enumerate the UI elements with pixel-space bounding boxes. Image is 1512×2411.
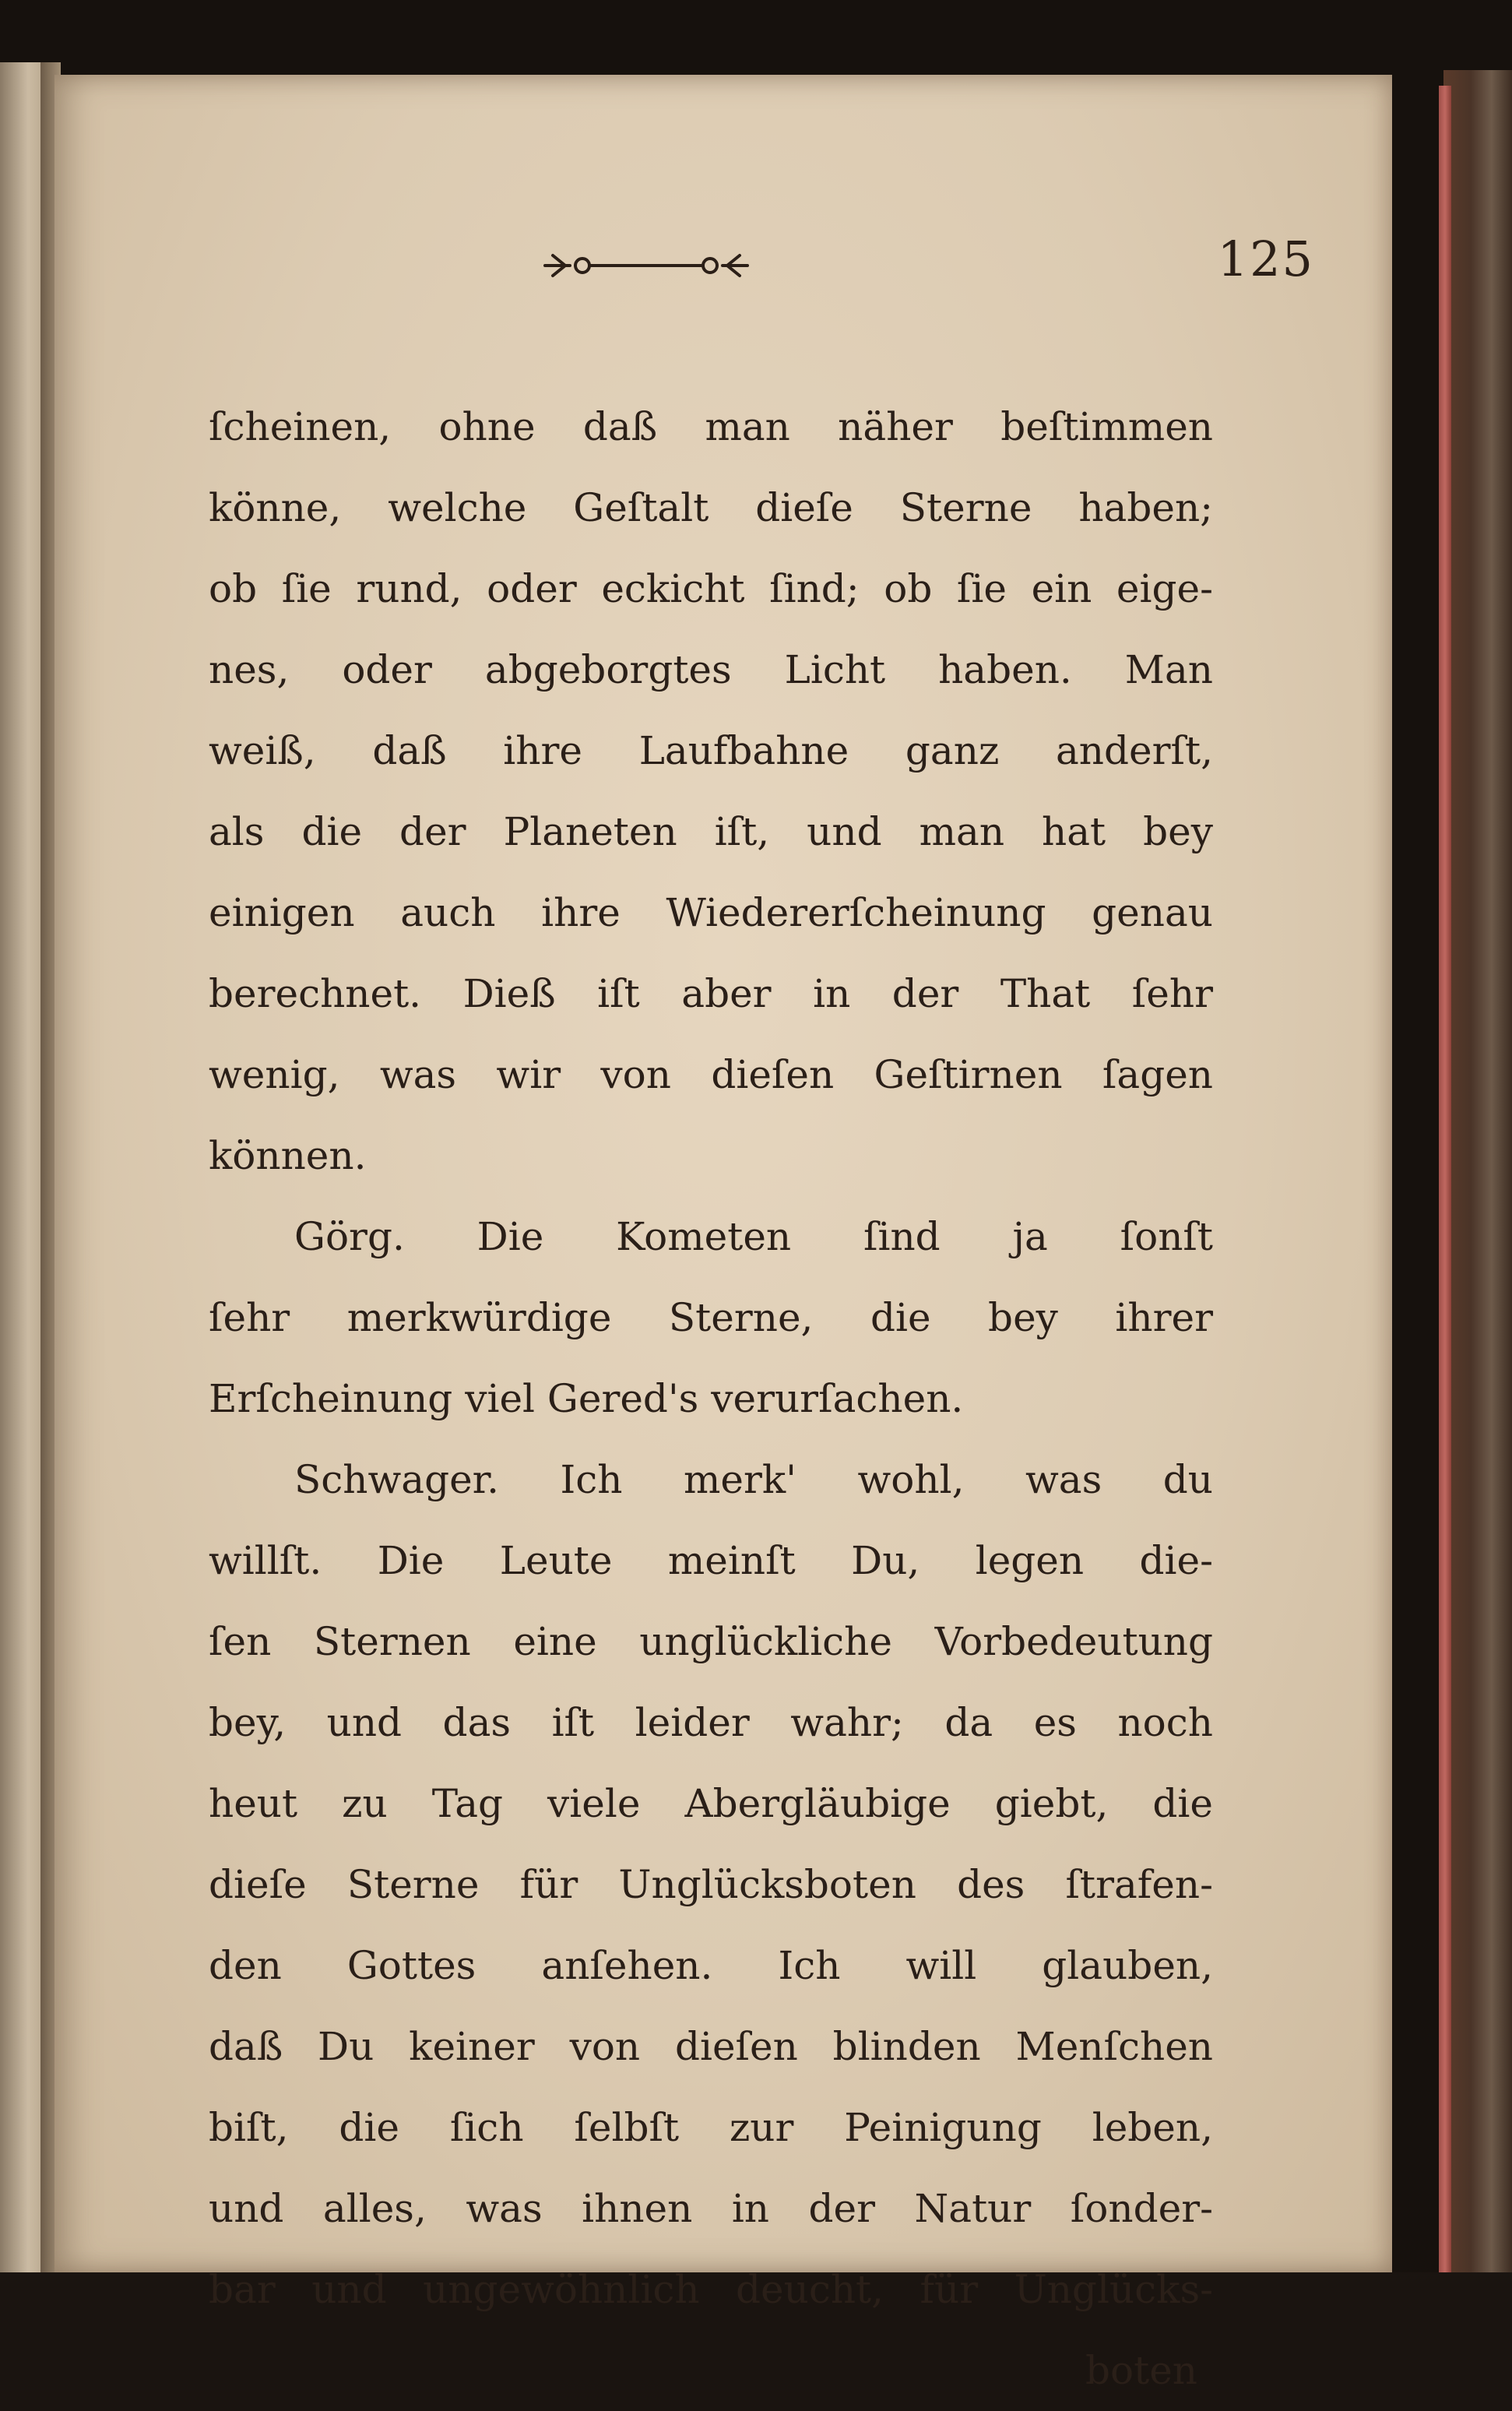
- text-line: ob ſie rund, oder eckicht ſind; ob ſie ein eige-: [209, 566, 1213, 611]
- text-line: nes, oder abgeborgtes Licht haben. Man: [209, 647, 1213, 692]
- text-line: Görg. Die Kometen ſind ja ſonſt: [294, 1214, 1213, 1259]
- text-line: können.: [209, 1133, 367, 1178]
- text-line: als die der Planeten iſt, und man hat bey: [209, 809, 1213, 854]
- text-line: weiß, daß ihre Laufbahne ganz anderſt,: [209, 728, 1213, 773]
- page-number: 125: [1217, 231, 1314, 287]
- text-line: berechnet. Dieß iſt aber in der That ſehr: [209, 971, 1213, 1016]
- text-line: ſen Sternen eine unglückliche Vorbedeutung: [209, 1619, 1213, 1664]
- text-line: biſt, die ſich ſelbſt zur Peinigung leben,: [209, 2105, 1213, 2150]
- text-line: wenig, was wir von dieſen Geſtirnen ſagen: [209, 1052, 1213, 1097]
- text-line: ſcheinen, ohne daß man näher beſtimmen: [209, 404, 1213, 449]
- text-line: Schwager. Ich merk' wohl, was du: [294, 1457, 1213, 1502]
- text-line: heut zu Tag viele Abergläubige giebt, die: [209, 1781, 1213, 1826]
- text-line: und alles, was ihnen in der Natur ſonder-: [209, 2186, 1213, 2231]
- page-edge-red: [1439, 86, 1451, 2272]
- catchword: boten: [1085, 2348, 1197, 2393]
- book-cover-edge: [1443, 70, 1512, 2272]
- text-line: dieſe Sterne für Unglücksboten des ſtrafen-: [209, 1862, 1213, 1907]
- book-page: [55, 75, 1392, 2393]
- text-line: den Gottes anſehen. Ich will glauben,: [209, 1943, 1213, 1988]
- left-page-edge: [0, 62, 47, 2272]
- text-line: daß Du keiner von dieſen blinden Menſchen: [209, 2024, 1213, 2069]
- text-line: bey, und das iſt leider wahr; da es noch: [209, 1700, 1213, 1745]
- text-line: willſt. Die Leute meinſt Du, legen die-: [209, 1538, 1213, 1583]
- text-line: einigen auch ihre Wiedererſcheinung genau: [209, 890, 1213, 935]
- page-header: [55, 223, 1392, 316]
- body-text: [209, 386, 1213, 2411]
- ornament-rule-icon: [522, 246, 771, 285]
- text-line: ſehr merkwürdige Sterne, die bey ihrer: [209, 1295, 1213, 1340]
- text-line: könne, welche Geſtalt dieſe Sterne haben;: [209, 485, 1213, 530]
- text-line: Erſcheinung viel Gered's verurſachen.: [209, 1376, 964, 1421]
- text-line: bar und ungewöhnlich deucht, für Unglücks-: [209, 2267, 1213, 2312]
